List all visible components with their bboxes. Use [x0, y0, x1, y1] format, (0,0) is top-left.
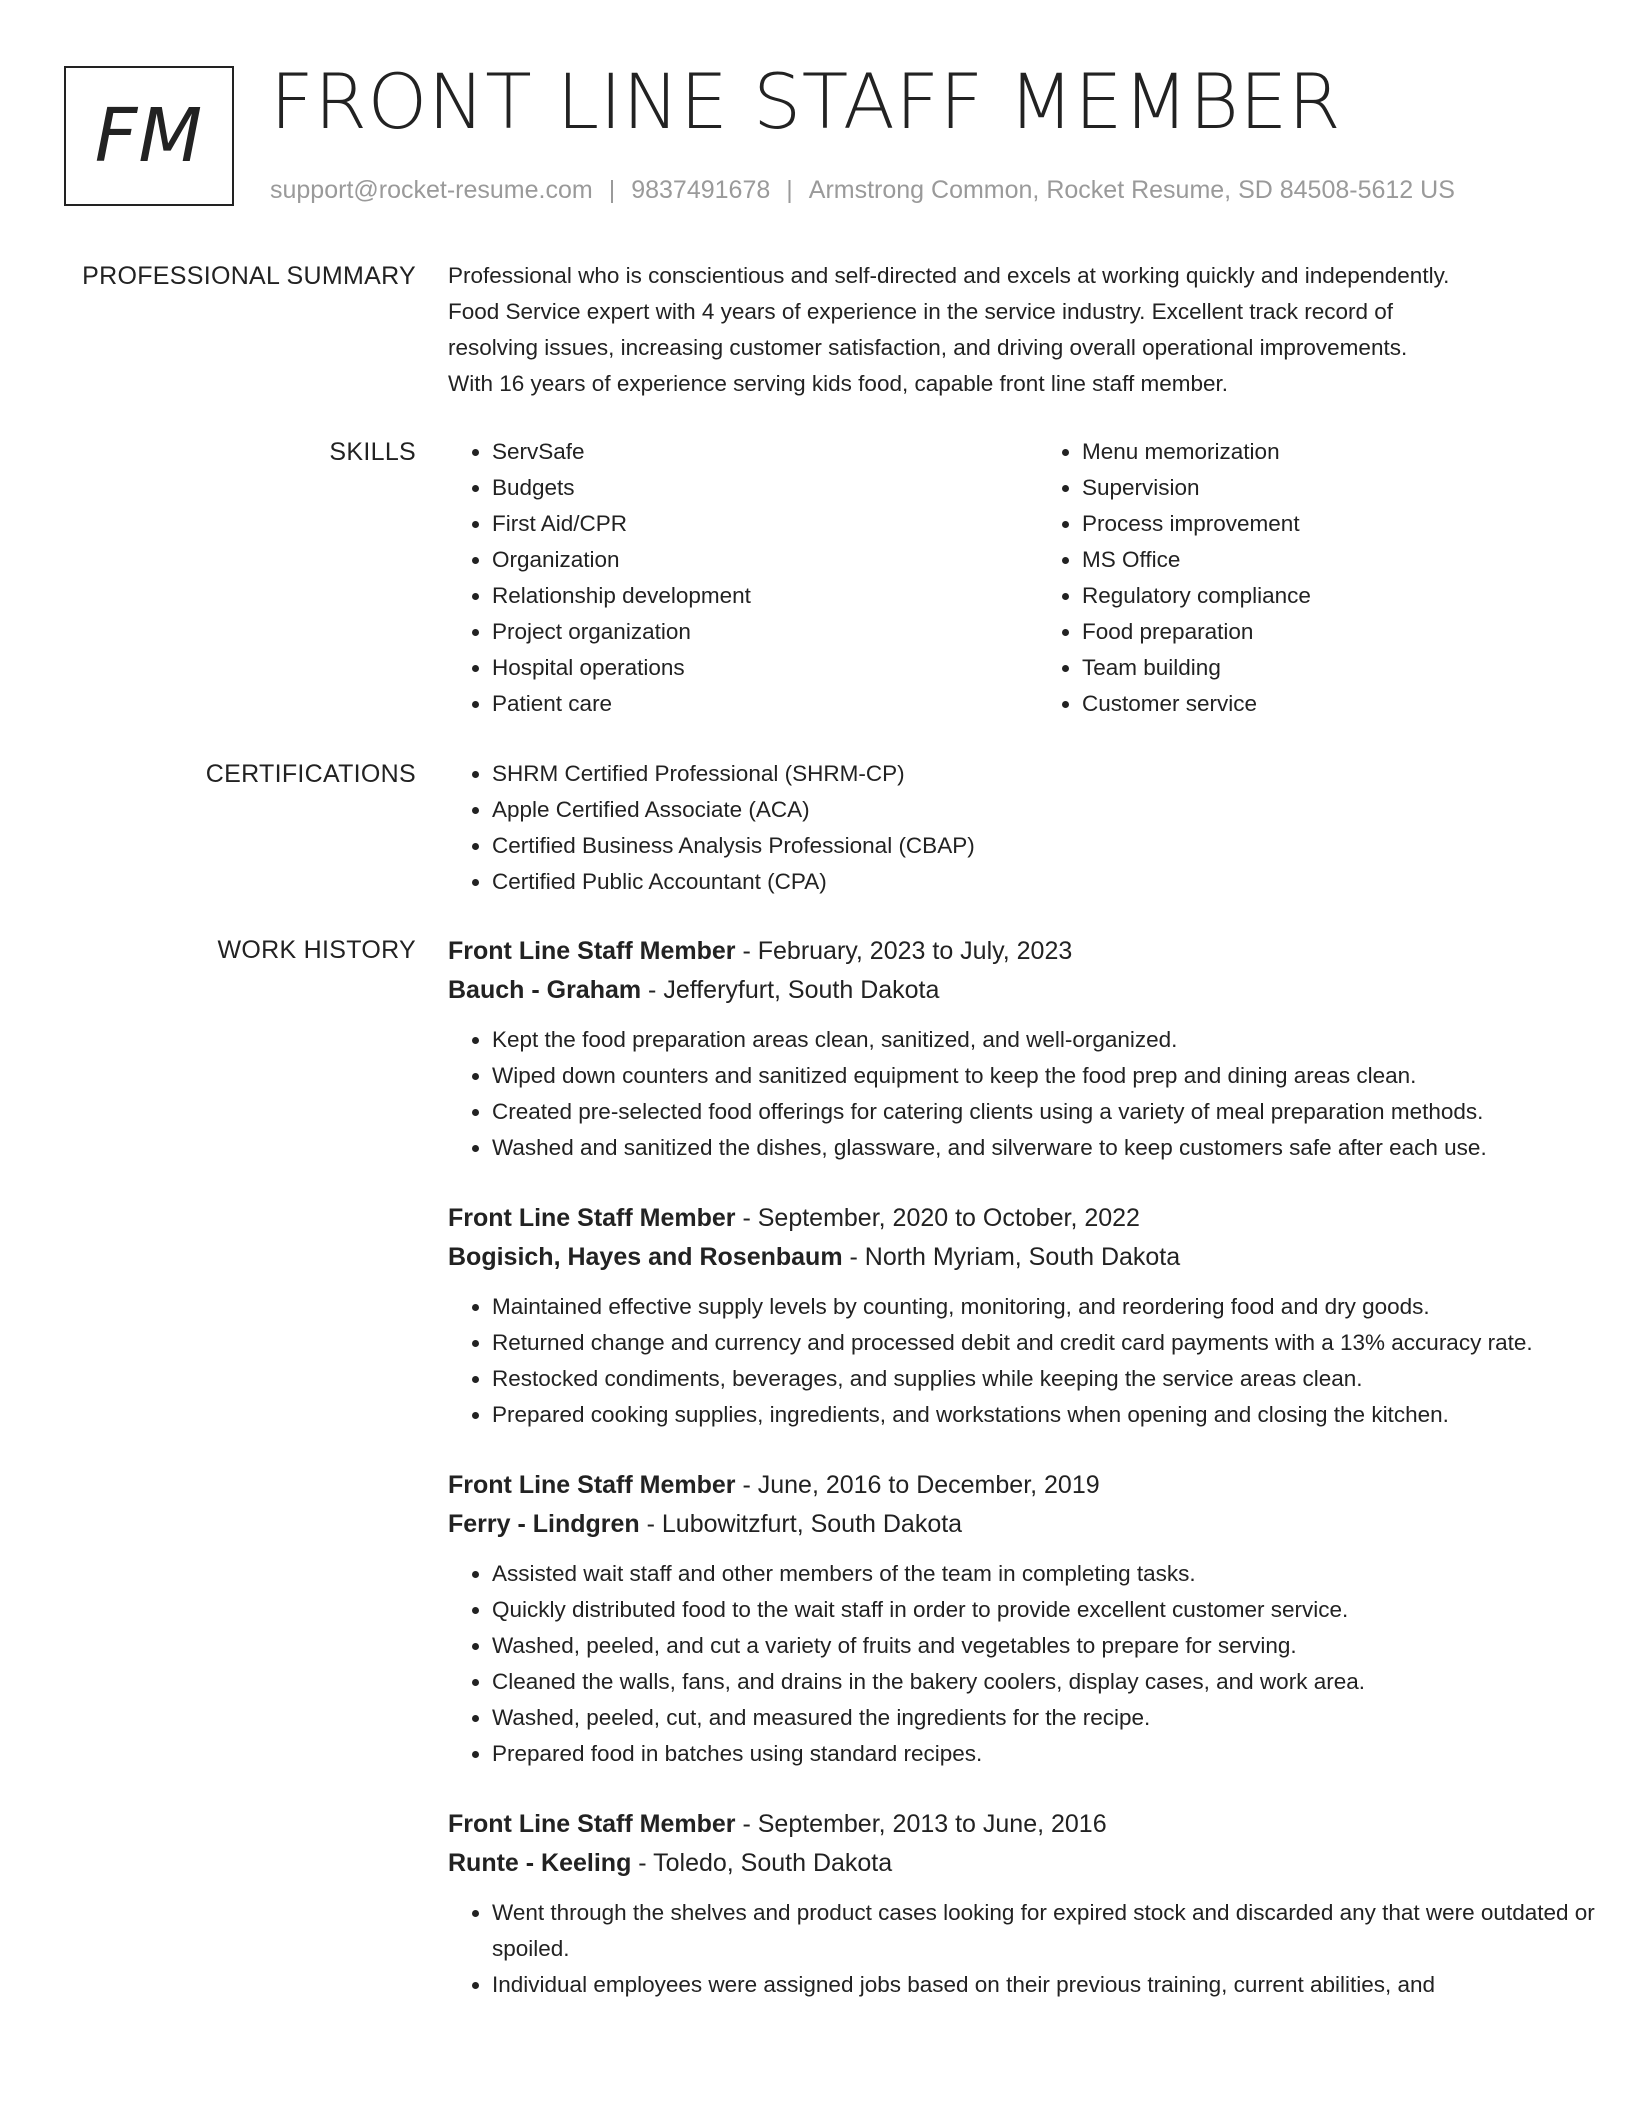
skill-item: • Patient care [492, 686, 1038, 722]
job-duty: • Prepared cooking supplies, ingredients, and workstations when opening and closing the kitchen. [492, 1397, 1628, 1433]
job-duty: • Created pre-selected food offerings for catering clients using a variety of meal preparation methods. [492, 1094, 1628, 1130]
skill-item: • Menu memorization [1082, 434, 1628, 470]
job-company: Ferry - Lindgren [448, 1510, 640, 1538]
job-title-line: Front Line Staff Member - February, 2023 to July, 2023 [448, 937, 1073, 965]
section-label: CERTIFICATIONS [205, 760, 416, 788]
certification-item: • Apple Certified Associate (ACA) [492, 792, 1628, 828]
job-entry [448, 1805, 1628, 2003]
job-dates: September, 2020 to October, 2022 [757, 1204, 1140, 1232]
job-duty: • Kept the food preparation areas clean, sanitized, and well-organized. [492, 1022, 1628, 1058]
job-title: Front Line Staff Member [448, 937, 736, 965]
skill-item: • Regulatory compliance [1082, 578, 1628, 614]
skill-item: • First Aid/CPR [492, 506, 1038, 542]
summary-line: Professional who is conscientious and self-directed and excels at working quickly and independently. [448, 263, 1450, 288]
skill-item: • Food preparation [1082, 614, 1628, 650]
summary-line: With 16 years of experience serving kids food, capable front line staff member. [448, 371, 1228, 396]
job-duty: • Washed, peeled, and cut a variety of fruits and vegetables to prepare for serving. [492, 1628, 1628, 1664]
job-dates: September, 2013 to June, 2016 [757, 1810, 1107, 1838]
job-title-line: Front Line Staff Member - June, 2016 to December, 2019 [448, 1471, 1100, 1499]
job-dates: February, 2023 to July, 2023 [757, 937, 1073, 965]
work-history-body [448, 932, 1628, 2036]
skills-list-left [448, 434, 1038, 722]
job-duty: • Restocked condiments, beverages, and supplies while keeping the service areas clean. [492, 1361, 1628, 1397]
job-duties [448, 1022, 1628, 1166]
certification-item: • Certified Public Accountant (CPA) [492, 864, 1628, 900]
section-label: WORK HISTORY [217, 936, 416, 964]
certification-item: • Certified Business Analysis Professional (CBAP) [492, 828, 1628, 864]
skill-item: • Relationship development [492, 578, 1038, 614]
job-duty: • Washed, peeled, cut, and measured the ingredients for the recipe. [492, 1700, 1628, 1736]
job-duty: • Wiped down counters and sanitized equipment to keep the food prep and dining areas clean. [492, 1058, 1628, 1094]
job-company-line: Bogisich, Hayes and Rosenbaum - North Myriam, South Dakota [448, 1243, 1181, 1271]
skill-item: • Supervision [1082, 470, 1628, 506]
job-duties [448, 1556, 1628, 1772]
job-duties [448, 1289, 1628, 1433]
section-label: SKILLS [329, 438, 416, 466]
skill-item: • Process improvement [1082, 506, 1628, 542]
job-company: Runte - Keeling [448, 1849, 632, 1877]
job-title-line: Front Line Staff Member - September, 2013 to June, 2016 [448, 1810, 1107, 1838]
job-dates: June, 2016 to December, 2019 [757, 1471, 1100, 1499]
job-company-line: Ferry - Lindgren - Lubowitzfurt, South Dakota [448, 1510, 963, 1538]
skill-item: • Project organization [492, 614, 1038, 650]
skill-item: • ServSafe [492, 434, 1038, 470]
job-title: Front Line Staff Member [448, 1204, 736, 1232]
job-location: Jefferyfurt, South Dakota [663, 976, 940, 1004]
certifications-body [448, 756, 1628, 900]
job-duty: • Assisted wait staff and other members of the team in completing tasks. [492, 1556, 1628, 1592]
skill-item: • MS Office [1082, 542, 1628, 578]
skills-list-right [1038, 434, 1628, 722]
monogram-badge [64, 66, 234, 206]
job-title: Front Line Staff Member [448, 1471, 736, 1499]
job-duty: • Prepared food in batches using standard recipes. [492, 1736, 1628, 1772]
contact-phone[interactable]: 9837491678 [631, 176, 771, 204]
job-duty: • Washed and sanitized the dishes, glassware, and silverware to keep customers safe after each use. [492, 1130, 1628, 1166]
summary-line: resolving issues, increasing customer satisfaction, and driving overall operational improvements. [448, 335, 1408, 360]
resume-title: FRONT LINE STAFF MEMBER [270, 57, 1342, 146]
job-entry [448, 932, 1628, 1166]
job-duty: • Quickly distributed food to the wait staff in order to provide excellent customer service. [492, 1592, 1628, 1628]
certification-item: • SHRM Certified Professional (SHRM-CP) [492, 756, 1628, 792]
contact-address: Armstrong Common, Rocket Resume, SD 84508-5612 US [808, 176, 1455, 204]
job-location: Lubowitzfurt, South Dakota [661, 1510, 963, 1538]
job-location: North Myriam, South Dakota [864, 1243, 1181, 1271]
skill-item: • Organization [492, 542, 1038, 578]
section-label: PROFESSIONAL SUMMARY [82, 262, 416, 290]
job-entry [448, 1199, 1628, 1433]
job-duty: • Individual employees were assigned jobs based on their previous training, current abilities, and [492, 1967, 1628, 2003]
job-duty: • Returned change and currency and processed debit and credit card payments with a 13% accuracy rate. [492, 1325, 1628, 1361]
job-company-line: Runte - Keeling - Toledo, South Dakota [448, 1849, 893, 1877]
job-duty: • Cleaned the walls, fans, and drains in the bakery coolers, display cases, and work area. [492, 1664, 1628, 1700]
skill-item: • Hospital operations [492, 650, 1038, 686]
job-company-line: Bauch - Graham - Jefferyfurt, South Dakota [448, 976, 940, 1004]
certifications-list [448, 756, 1628, 900]
skill-item: • Team building [1082, 650, 1628, 686]
contact-separator: | [786, 176, 793, 204]
job-company: Bogisich, Hayes and Rosenbaum [448, 1243, 843, 1271]
contact-separator: | [608, 176, 616, 204]
job-duties [448, 1895, 1628, 2003]
summary-line: Food Service expert with 4 years of experience in the service industry. Excellent track record of [448, 299, 1394, 324]
summary-body [448, 258, 1628, 402]
job-entry [448, 1466, 1628, 1772]
monogram-initials: FM [94, 93, 204, 179]
job-title-line: Front Line Staff Member - September, 2020 to October, 2022 [448, 1204, 1140, 1232]
job-location: Toledo, South Dakota [653, 1849, 893, 1877]
skill-item: • Customer service [1082, 686, 1628, 722]
job-duty: • Went through the shelves and product cases looking for expired stock and discarded any that were outdated or spoiled. [492, 1895, 1628, 1967]
job-company: Bauch - Graham [448, 976, 642, 1004]
contact-line [270, 172, 1455, 208]
skill-item: • Budgets [492, 470, 1038, 506]
contact-email[interactable]: support@rocket-resume.com [270, 176, 593, 204]
job-duty: • Maintained effective supply levels by counting, monitoring, and reordering food and dry goods. [492, 1289, 1628, 1325]
job-title: Front Line Staff Member [448, 1810, 736, 1838]
skills-body [448, 434, 1628, 722]
